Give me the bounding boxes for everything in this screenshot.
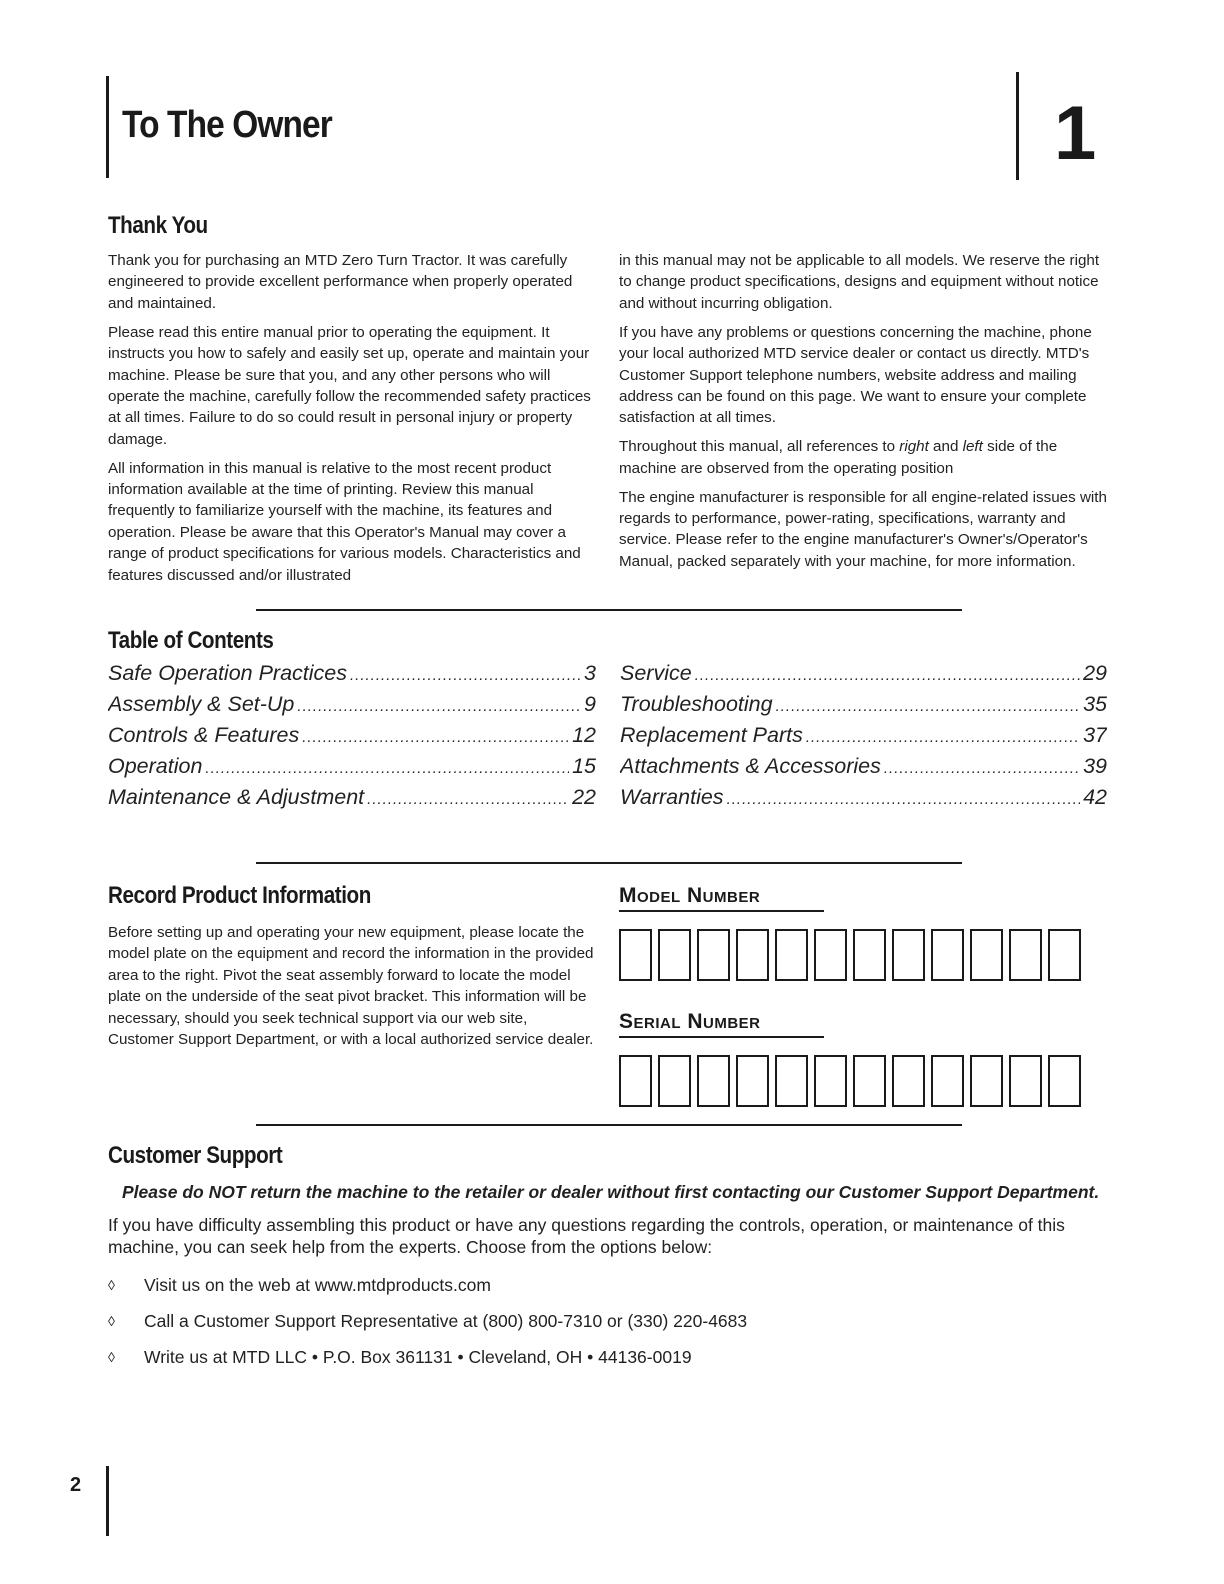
toc-leader (367, 785, 569, 814)
model-digit-box[interactable] (892, 929, 925, 981)
record-heading: Record Product Information (108, 882, 371, 909)
divider-3 (256, 1124, 962, 1126)
orientation-after: side of the machine are observed from the operating position (619, 438, 1058, 477)
header-right-rule (1016, 72, 1019, 180)
serial-digit-box[interactable] (931, 1055, 964, 1107)
toc-title: Troubleshooting (620, 692, 773, 716)
option-text[interactable]: Call a Customer Support Representative at (800) 800-7310 or (330) 220-4683 (144, 1311, 748, 1331)
orientation-paragraph (619, 436, 1113, 479)
orientation-before: Throughout this manual, all references to (619, 438, 900, 456)
toc-page: 3 (584, 661, 596, 685)
footer-rule (106, 1466, 109, 1536)
toc-title: Service (620, 661, 692, 685)
model-digit-box[interactable] (814, 929, 847, 981)
model-number-underline (619, 910, 824, 912)
toc-title: Controls & Features (108, 723, 300, 747)
divider-2 (256, 862, 962, 864)
toc-title: Operation (108, 754, 203, 778)
toc-entry-assembly[interactable] (108, 690, 596, 721)
serial-digit-box[interactable] (892, 1055, 925, 1107)
toc-leader (350, 661, 581, 690)
serial-digit-box[interactable] (697, 1055, 730, 1107)
toc-leader (205, 754, 569, 783)
toc-title: Attachments & Accessories (620, 754, 881, 778)
toc-leader (695, 661, 1080, 690)
serial-digit-box[interactable] (775, 1055, 808, 1107)
serial-digit-box[interactable] (619, 1055, 652, 1107)
serial-digit-box[interactable] (658, 1055, 691, 1107)
diamond-icon: ◊ (108, 1277, 115, 1293)
model-number-boxes[interactable] (619, 929, 1081, 981)
toc-leader (727, 785, 1081, 814)
support-option-mail (108, 1345, 1108, 1369)
toc-page: 15 (572, 754, 596, 778)
toc-entry-warranties[interactable] (620, 783, 1107, 814)
toc-page: 39 (1083, 754, 1107, 778)
toc-entry-safe-operation[interactable] (108, 659, 596, 690)
option-text: Write us at MTD LLC • P.O. Box 361131 • Cleveland, OH • 44136-0019 (144, 1347, 692, 1367)
toc-entry-maintenance[interactable] (108, 783, 596, 814)
toc-right-column (620, 659, 1107, 814)
toc-title: Maintenance & Adjustment (108, 785, 365, 809)
toc-heading: Table of Contents (108, 627, 274, 654)
thank-you-paragraph-1: Thank you for purchasing an MTD Zero Turn Tractor. It was carefully engineered to provide excellent performance when properly operated and maintained. (108, 252, 573, 312)
toc-page: 22 (572, 785, 596, 809)
model-digit-box[interactable] (697, 929, 730, 981)
model-digit-box[interactable] (736, 929, 769, 981)
page-number: 2 (70, 1474, 82, 1496)
toc-entry-service[interactable] (620, 659, 1107, 690)
model-digit-box[interactable] (853, 929, 886, 981)
toc-page: 12 (572, 723, 596, 747)
thank-you-paragraph-4: in this manual may not be applicable to all models. We reserve the right to change product specifications, designs and equipment without notice and without incurring obligation. (619, 252, 1100, 312)
serial-digit-box[interactable] (853, 1055, 886, 1107)
serial-digit-box[interactable] (1048, 1055, 1081, 1107)
thank-you-paragraph-2: Please read this entire manual prior to operating the equipment. It instructs you how to safely and easily set up, operate and maintain your machine. Please be sure that you, and any other persons who will operate the machine, carefully follow the recommended safety practices at all times. Failure to do so could result in personal injury or property damage. (108, 323, 591, 448)
orientation-right-word: right (899, 438, 929, 456)
toc-entry-troubleshooting[interactable] (620, 690, 1107, 721)
model-digit-box[interactable] (658, 929, 691, 981)
serial-digit-box[interactable] (1009, 1055, 1042, 1107)
thank-you-paragraph-5: If you have any problems or questions concerning the machine, phone your local authorized MTD service dealer or contact us directly. MTD's Customer Support telephone numbers, website address and mailing address can be found on this page. We want to ensure your complete satisfaction at all times. (619, 323, 1092, 427)
toc-entry-operation[interactable] (108, 752, 596, 783)
support-options (108, 1273, 1108, 1381)
toc-leader (297, 692, 581, 721)
customer-support-heading: Customer Support (108, 1142, 283, 1169)
serial-number-label: Serial Number (619, 1010, 761, 1033)
toc-left-column (108, 659, 596, 814)
toc-leader (302, 723, 569, 752)
toc-title: Replacement Parts (620, 723, 803, 747)
model-digit-box[interactable] (775, 929, 808, 981)
serial-digit-box[interactable] (814, 1055, 847, 1107)
model-digit-box[interactable] (931, 929, 964, 981)
model-number-label: Model Number (619, 884, 761, 907)
diamond-icon: ◊ (108, 1349, 115, 1365)
thank-you-heading: Thank You (108, 212, 208, 239)
toc-page: 35 (1083, 692, 1107, 716)
toc-page: 9 (584, 692, 596, 716)
toc-leader (884, 754, 1080, 783)
toc-title: Warranties (620, 785, 724, 809)
thank-you-paragraph-3: All information in this manual is relative to the most recent product information available at the time of printing. Review this manual frequently to familiarize yourself with the machine, its features and operation. Please be aware that this Operator's Manual may cover a range of product specifications for various models. Characteristics and features discussed and/or illustrated (108, 459, 581, 584)
thank-you-left-column (108, 250, 600, 594)
support-intro: If you have difficulty assembling this product or have any questions regarding the controls, operation, or maintenance of this machine, you can seek help from the experts. Choose from the options below: (108, 1215, 1065, 1257)
thank-you-right-column (619, 250, 1113, 580)
serial-digit-box[interactable] (970, 1055, 1003, 1107)
chapter-title: To The Owner (122, 104, 332, 146)
toc-title: Safe Operation Practices (108, 661, 348, 685)
header-left-rule (106, 76, 109, 178)
toc-entry-attachments[interactable] (620, 752, 1107, 783)
toc-entry-replacement-parts[interactable] (620, 721, 1107, 752)
model-digit-box[interactable] (619, 929, 652, 981)
toc-entry-controls[interactable] (108, 721, 596, 752)
chapter-number: 1 (1054, 91, 1097, 176)
support-option-web (108, 1273, 1108, 1297)
support-warning: Please do NOT return the machine to the retailer or dealer without first contacting our Customer Support Department. (122, 1182, 1100, 1202)
orientation-middle: and (928, 438, 963, 456)
toc-page: 42 (1083, 785, 1107, 809)
serial-number-boxes[interactable] (619, 1055, 1081, 1107)
model-digit-box[interactable] (1009, 929, 1042, 981)
toc-page: 37 (1083, 723, 1107, 747)
toc-title: Assembly & Set-Up (108, 692, 295, 716)
toc-page: 29 (1083, 661, 1107, 685)
orientation-left-word: left (962, 438, 983, 456)
option-text[interactable]: Visit us on the web at www.mtdproducts.com (144, 1275, 491, 1295)
support-option-phone (108, 1309, 1108, 1333)
record-body: Before setting up and operating your new equipment, please locate the model plate on the equipment and record the information in the provided area to the right. Pivot the seat assembly forward to locate the model plate on the underside of the seat pivot bracket. This information will be necessary, should you seek technical support via our web site, Customer Support Department, or with a local authorized service dealer. (108, 924, 594, 1049)
diamond-icon: ◊ (108, 1313, 115, 1329)
model-digit-box[interactable] (970, 929, 1003, 981)
divider-1 (256, 609, 962, 611)
model-digit-box[interactable] (1048, 929, 1081, 981)
toc-leader (776, 692, 1080, 721)
serial-number-underline (619, 1036, 824, 1038)
serial-digit-box[interactable] (736, 1055, 769, 1107)
engine-paragraph: The engine manufacturer is responsible for all engine-related issues with regards to performance, power-rating, specifications, warranty and service. Please refer to the engine manufacturer's Owner's/Operator's Manual, packed separately with your machine, for more information. (619, 488, 1107, 570)
toc-leader (806, 723, 1080, 752)
